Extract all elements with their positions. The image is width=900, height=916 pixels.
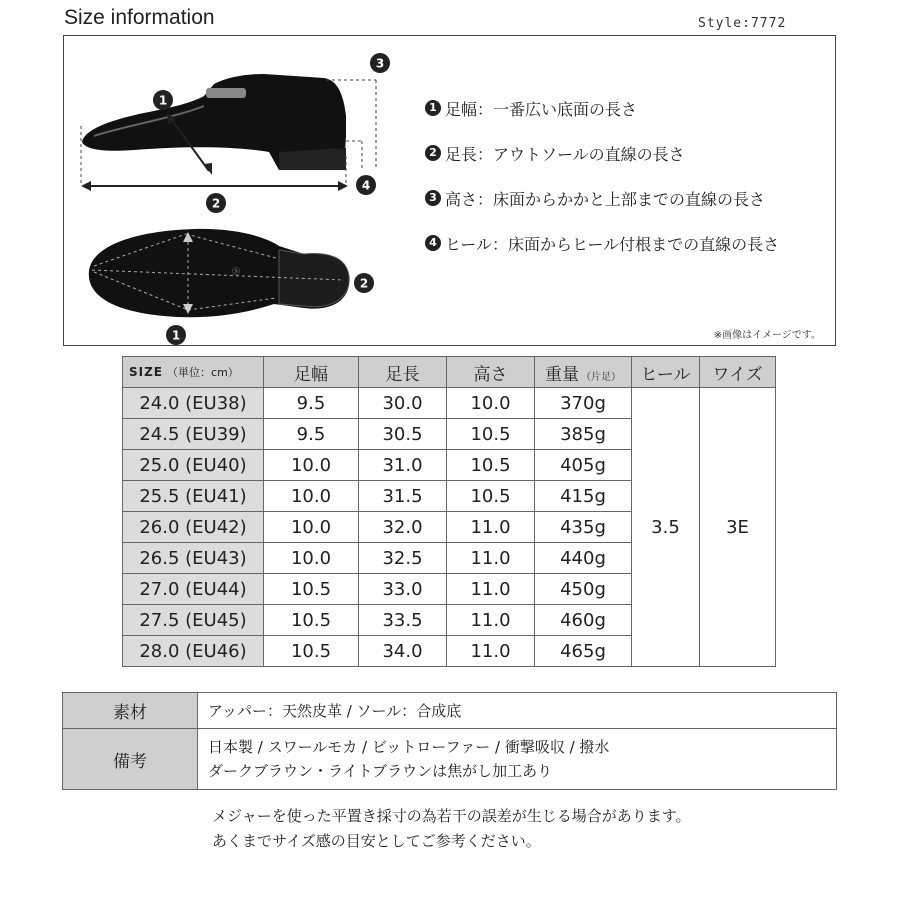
length-cell: 34.0 [359, 636, 447, 667]
height-cell: 11.0 [447, 512, 535, 543]
legend-item-foot-length [425, 142, 825, 187]
size-table [122, 356, 776, 667]
footer-line-2: あくまでサイズ感の目安としてご参考ください。 [212, 832, 541, 850]
legend-text: 足長：アウトソールの直線の長さ [445, 145, 685, 164]
weight-cell: 465g [535, 636, 632, 667]
marker-side-1 [153, 90, 173, 110]
size-cell: 28.0 (EU46) [123, 636, 264, 667]
height-cell: 10.5 [447, 419, 535, 450]
weight-cell: 440g [535, 543, 632, 574]
height-cell: 11.0 [447, 543, 535, 574]
image-note: ※画像はイメージです。 [713, 330, 821, 341]
width-column-header: 足幅 [264, 357, 359, 388]
length-cell: 31.0 [359, 450, 447, 481]
remarks-label: 備考 [63, 729, 198, 790]
marker-side-4 [356, 175, 376, 195]
weight-cell: 435g [535, 512, 632, 543]
marker-side-1-label: 1 [158, 93, 168, 108]
page-title: Size information [64, 6, 215, 29]
size-cell: 24.5 (EU39) [123, 419, 264, 450]
unit-label: （単位：cm） [167, 366, 239, 379]
weight-cell: 460g [535, 605, 632, 636]
width-cell: 9.5 [264, 388, 359, 419]
width-cell: 10.5 [264, 605, 359, 636]
legend-text: ヒール：床面からヒール付根までの直線の長さ [445, 235, 780, 254]
size-cell: 27.5 (EU45) [123, 605, 264, 636]
size-cell: 27.0 (EU44) [123, 574, 264, 605]
width-cell: 10.0 [264, 543, 359, 574]
wise-cell: 3E [700, 388, 776, 667]
legend-item-foot-width [425, 97, 825, 142]
weight-note: （片足） [581, 371, 621, 383]
height-cell: 11.0 [447, 574, 535, 605]
width-cell: 9.5 [264, 419, 359, 450]
weight-cell: 415g [535, 481, 632, 512]
height-cell: 11.0 [447, 605, 535, 636]
length-cell: 32.0 [359, 512, 447, 543]
width-cell: 10.5 [264, 636, 359, 667]
size-cell: 24.0 (EU38) [123, 388, 264, 419]
weight-cell: 405g [535, 450, 632, 481]
remarks-line-1: 日本製 / スワールモカ / ビットローファー / 衝撃吸収 / 撥水 [208, 738, 610, 756]
style-number: Style:7772 [698, 16, 787, 31]
legend-text: 足幅：一番広い底面の長さ [445, 100, 638, 119]
marker-side-3-label: 3 [375, 56, 385, 71]
height-column-header: 高さ [447, 357, 535, 388]
sole-brand-logo: Ⓢ [232, 267, 240, 276]
length-cell: 33.0 [359, 574, 447, 605]
weight-column-header [535, 357, 632, 388]
width-cell: 10.0 [264, 512, 359, 543]
shoe-sole-view [89, 229, 350, 317]
size-table-header [123, 357, 776, 388]
weight-cell: 385g [535, 419, 632, 450]
height-cell: 11.0 [447, 636, 535, 667]
size-column-header [123, 357, 264, 388]
size-cell: 25.0 (EU40) [123, 450, 264, 481]
height-cell: 10.5 [447, 481, 535, 512]
table-row [123, 388, 776, 419]
size-header-label: SIZE [129, 365, 164, 379]
height-cell: 10.5 [447, 450, 535, 481]
length-cell: 32.5 [359, 543, 447, 574]
shoe-side-view [81, 74, 376, 191]
legend-number: 3 [425, 190, 441, 206]
measurement-legend [425, 97, 825, 277]
marker-side-2-label: 2 [211, 196, 221, 211]
legend-number: 4 [425, 235, 441, 251]
material-label: 素材 [63, 693, 198, 729]
material-value: アッパー：天然皮革 / ソール：合成底 [198, 693, 837, 729]
marker-sole-2-label: 2 [359, 276, 369, 291]
weight-cell: 370g [535, 388, 632, 419]
materials-table [62, 692, 837, 790]
legend-text: 高さ：床面からかかと上部までの直線の長さ [445, 190, 766, 209]
length-column-header: 足長 [359, 357, 447, 388]
legend-number: 1 [425, 100, 441, 116]
wise-column-header: ワイズ [700, 357, 776, 388]
height-cell: 10.0 [447, 388, 535, 419]
marker-sole-2 [354, 273, 374, 293]
marker-side-2 [206, 193, 226, 213]
footer-note [212, 804, 691, 854]
remarks-line-2: ダークブラウン・ライトブラウンは焦がし加工あり [208, 762, 553, 780]
width-cell: 10.0 [264, 450, 359, 481]
remarks-value [198, 729, 837, 790]
length-cell: 33.5 [359, 605, 447, 636]
shoe-bit [206, 88, 246, 98]
legend-item-heel [425, 232, 825, 277]
width-cell: 10.5 [264, 574, 359, 605]
length-cell: 30.0 [359, 388, 447, 419]
weight-header-label: 重量 [545, 364, 579, 385]
marker-sole-1 [166, 325, 186, 345]
width-cell: 10.0 [264, 481, 359, 512]
legend-item-height [425, 187, 825, 232]
remarks-row [63, 729, 837, 790]
marker-sole-1-label: 1 [171, 328, 181, 343]
marker-side-4-label: 4 [361, 178, 371, 193]
heel-cell: 3.5 [632, 388, 700, 667]
footer-line-1: メジャーを使った平置き採寸の為若干の誤差が生じる場合があります。 [212, 807, 691, 825]
weight-cell: 450g [535, 574, 632, 605]
length-cell: 31.5 [359, 481, 447, 512]
length-cell: 30.5 [359, 419, 447, 450]
size-cell: 26.5 (EU43) [123, 543, 264, 574]
size-cell: 25.5 (EU41) [123, 481, 264, 512]
heel-column-header: ヒール [632, 357, 700, 388]
legend-number: 2 [425, 145, 441, 161]
marker-side-3 [370, 53, 390, 73]
material-row [63, 693, 837, 729]
size-cell: 26.0 (EU42) [123, 512, 264, 543]
